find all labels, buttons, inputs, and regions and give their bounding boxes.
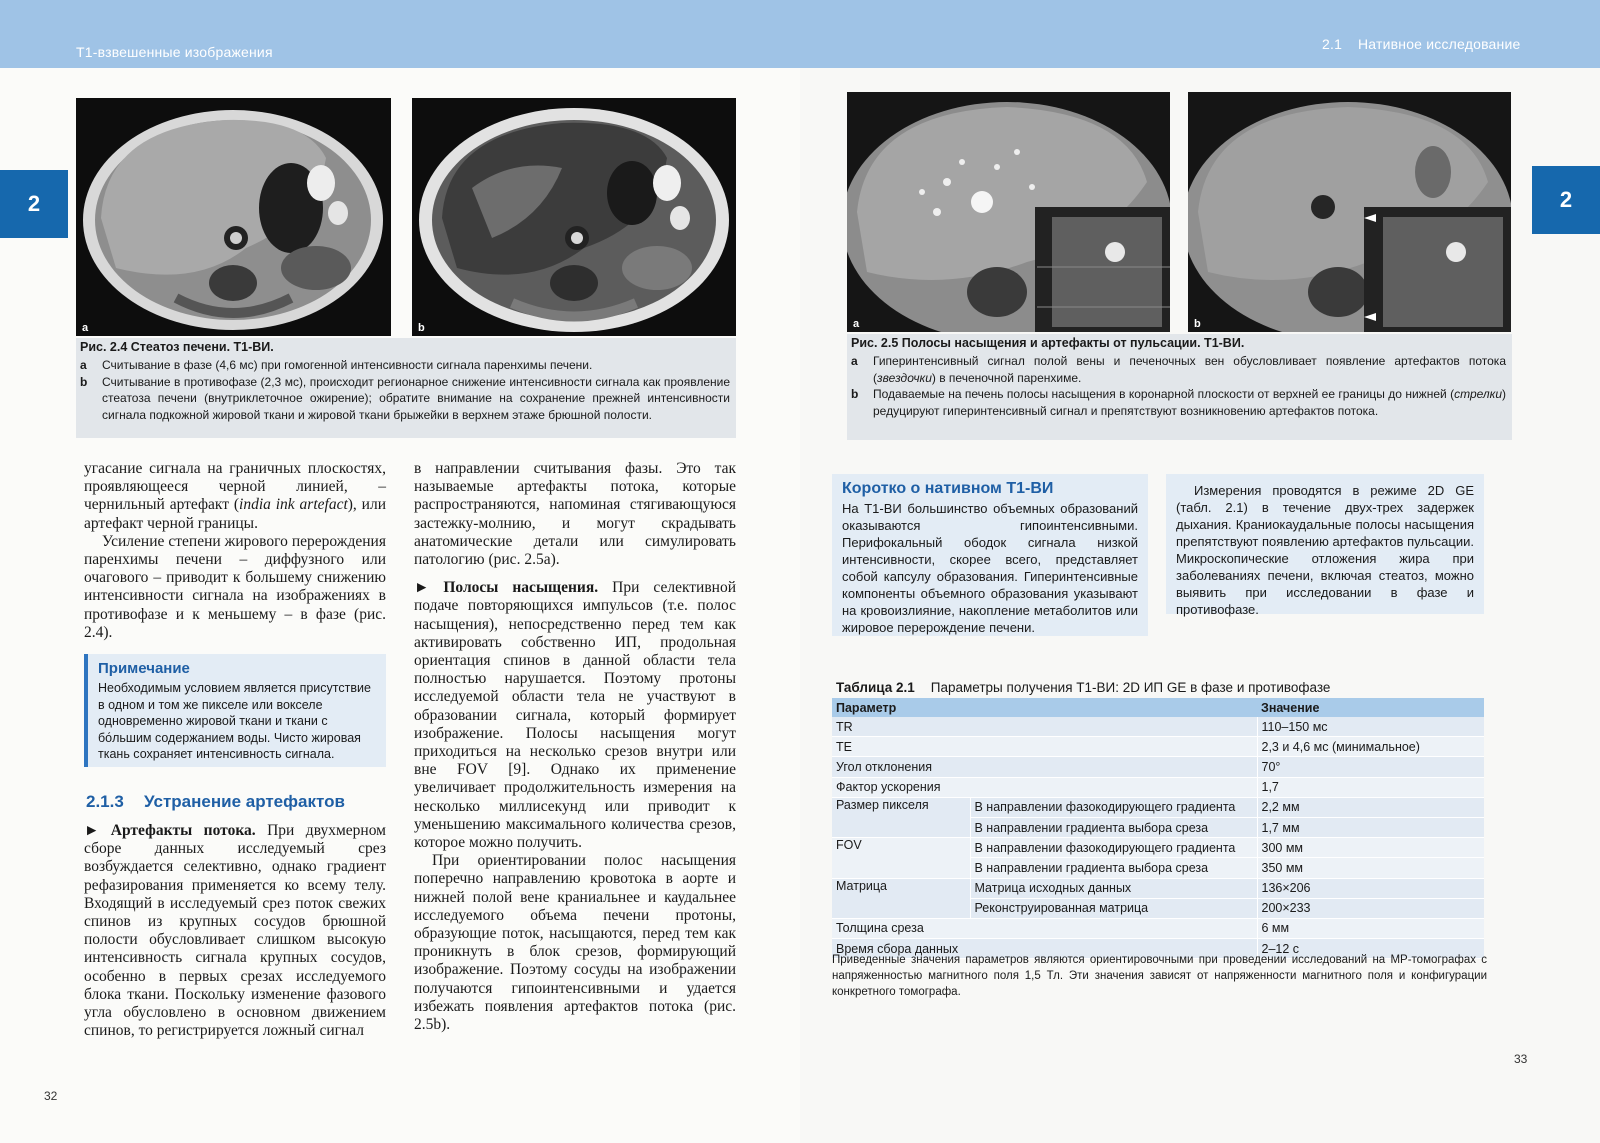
param-cell: Время сбора данных (832, 939, 1257, 959)
table-row (832, 777, 1484, 797)
italic-term: звездочки (877, 370, 932, 385)
figure-2-5-title: Рис. 2.5 Полосы насыщения и артефакты от пульсации. Т1-ВИ. (851, 336, 1245, 350)
mri-image-2-5a (847, 92, 1170, 332)
summary-text: Измерения проводятся в режиме 2D GE (табл. 2.1) в течение двух-трех задержек дыхания. Краниокаудальные полосы насыщения препятствуют появлению артефактов пульсации. Микроскопические отложения жира при заболеваниях печени, включая стеатоз, можно выявить при исследовании в фазе и противофазе. (1176, 483, 1474, 617)
note-title: Примечание (98, 660, 190, 677)
note-box (84, 654, 386, 767)
table-title: Параметры получения Т1-ВИ: 2D ИП GE в фазе и противофазе (930, 680, 1331, 695)
value-cell: 1,7 мм (1257, 817, 1484, 837)
page-number: 32 (44, 1089, 58, 1103)
table-row (832, 797, 1484, 817)
panel-label-b: b (1194, 318, 1201, 330)
chapter-tab: 2 (0, 170, 68, 238)
sub-param-cell: Матрица исходных данных (970, 878, 1257, 898)
chapter-tab: 2 (1532, 166, 1600, 234)
text-run: угасание сигнала на граничных плоскостях, проявляющееся черной линией, – чернильный артефакт ( (84, 460, 386, 514)
caption-label: b (80, 374, 88, 389)
text-run: При селективной подаче повторяющихся импульсов (т.е. полос насыщения), непосредственно перед тем как активировать собственно ИП, продольная ориентация спинов в данной области тела полностью нарушается. Поэтому протоны исследуемой области тела не участвуют в образовании сигнала, который формирует изображение. Полосы насыщения могут приходиться на несколько срезов внутри или вне FOV [9]. Однако их применение увеличивает продолжительность измерения на несколько миллисекунд или приводит к уменьшению максимального количества срезов, которое можно получить. (414, 579, 737, 852)
caption-text: Считывание в противофазе (2,3 мс), происходит регионарное снижение интенсивности сигнала как проявление стеатоза печени (внутриклеточное ожирение); обратите внимание на сохранение прежней интенсивности сигнала подкожной жировой ткани и жировой ткани брыжейки в верхнем этаже брюшной полости. (102, 374, 730, 422)
text-run: При двухмерном сборе данных исследуемый срез возбуждается селективно, однако градиент рефазирования применяется ко всему телу. Входящий в исследуемый срез поток свежих спинов из крупных сосудов брюшной полости обусловливает слишком высокую интенсивность сигнала крупных сосудов, особенно в первых срезах исследуемого блока ткани. Поскольку изменение фазового угла обусловлено в основном движением спинов, то регистрируется ложный сигнал (84, 822, 386, 1040)
caption-text: Считывание в фазе (4,6 мс) при гомогенной интенсивности сигнала паренхимы печени. (102, 358, 593, 372)
table-row (832, 838, 1484, 858)
text-run: ) в печеночной паренхиме. (931, 370, 1082, 385)
value-cell: 1,7 (1257, 777, 1484, 797)
sub-param-cell: Реконструированная матрица (970, 898, 1257, 918)
caption-label: b (851, 387, 859, 401)
value-cell: 70° (1257, 757, 1484, 777)
caption-label: a (851, 354, 858, 368)
caption-item-b (76, 374, 736, 424)
table-row (832, 878, 1484, 898)
panel-label-a: a (82, 322, 89, 334)
param-cell: Матрица (832, 878, 970, 918)
running-header-title: T1-взвешенные изображения (76, 44, 273, 60)
paragraph (414, 579, 736, 852)
text-run: Гиперинтенсивный сигнал полой вены и печеночных вен обусловливает появление артефактов потока ( (873, 354, 1506, 385)
sub-param-cell: В направлении фазокодирующего градиента (970, 838, 1257, 858)
section-heading (86, 792, 345, 812)
summary-box-continued (1166, 474, 1484, 617)
param-cell: Толщина среза (832, 918, 1257, 938)
panel-label-b: b (418, 322, 425, 334)
summary-box (832, 474, 1148, 636)
table-row (832, 737, 1484, 757)
paragraph: При ориентировании полос насыщения поперечно направлению кровотока в аорте и нижней полой вене краниальнее и каудальнее исследуемого объема печени протоны, образующие поток, насыщаются, перед тем как проникнуть в блок срезов, формирующий изображение. Поэтому сосуды на изображении получаются гипоинтенсивными и удается избежать появления артефактов потока (рис. 2.5b). (414, 852, 736, 1034)
value-cell: 6 мм (1257, 918, 1484, 938)
paragraph (84, 822, 386, 1040)
italic-term: стрелки (1454, 387, 1502, 401)
figure-2-4-title: Рис. 2.4 Стеатоз печени. Т1-ВИ. (80, 340, 274, 354)
running-header-number: 2.1 (1322, 36, 1343, 52)
figure-2-5-caption (847, 334, 1512, 440)
param-cell: TR (832, 717, 1257, 737)
summary-text: На Т1-ВИ большинство объемных образований оказываются гипоинтенсивными. Перифокальный ободок сигнала низкой интенсивности, скорее всего, представляет собой капсулу образования. Гиперинтенсивные компоненты объемного образования указывают на кровоизлияние, накопление метаболитов или жировое перерождение печени. (842, 501, 1138, 635)
table-caption (836, 680, 1330, 695)
caption-item-a (847, 353, 1512, 386)
panel-label-a: a (853, 318, 860, 330)
table-row (832, 717, 1484, 737)
running-header-band (800, 0, 1600, 68)
param-cell: TE (832, 737, 1257, 757)
italic-term: india ink artefact (239, 496, 348, 514)
value-cell: 200×233 (1257, 898, 1484, 918)
paragraph (84, 460, 386, 533)
value-cell: 110–150 мс (1257, 717, 1484, 737)
body-column-1-bottom (84, 822, 386, 1040)
param-cell: Размер пикселя (832, 797, 970, 837)
sub-param-cell: В направлении фазокодирующего градиента (970, 797, 1257, 817)
header-cell-value: Значение (1257, 698, 1484, 717)
section-number: 2.1.3 (86, 792, 124, 811)
section-title: Устранение артефактов (144, 792, 345, 811)
text-run: ) редуцируют гиперинтенсивный сигнал и препятствуют возникновению артефактов потока. (873, 387, 1506, 418)
table-row (832, 918, 1484, 938)
value-cell: 300 мм (1257, 838, 1484, 858)
param-cell: Фактор ускорения (832, 777, 1257, 797)
caption-text (873, 353, 1512, 386)
value-cell: 2,2 мм (1257, 797, 1484, 817)
header-cell-param: Параметр (832, 698, 1257, 717)
body-column-1-top (84, 460, 386, 642)
value-cell: 136×206 (1257, 878, 1484, 898)
value-cell: 350 мм (1257, 858, 1484, 878)
run-in-heading: ► Полосы насыщения. (414, 579, 599, 597)
caption-text (873, 386, 1512, 419)
value-cell: 2,3 и 4,6 мс (минимальное) (1257, 737, 1484, 757)
text-run: ), или артефакт черной границы. (84, 496, 386, 532)
paragraph: Усиление степени жирового перерождения паренхимы печени – диффузного или очагового – приводит к большему снижению интенсивности сигнала на изображениях в противофазе и к меньшему – в фазе (рис. 2.4). (84, 532, 386, 641)
value-cell: 2–12 с (1257, 939, 1484, 959)
note-text: Необходимым условием является присутствие в одном и том же пикселе или вокселе одновременно жировой ткани и ткани с бо́льшим содержанием воды. Чисто жировая ткань сохраняет интенсивность сигнала. (98, 681, 371, 761)
mri-image-2-4b (412, 98, 736, 336)
body-column-2 (414, 460, 736, 1034)
right-page (800, 0, 1600, 1143)
table-row (832, 757, 1484, 777)
caption-label: a (80, 358, 87, 372)
summary-title: Коротко о нативном Т1-ВИ (842, 480, 1054, 497)
table-label: Таблица 2.1 (836, 680, 915, 695)
table-footnote: Приведенные значения параметров являются ориентировочными при проведении исследований на МР-томографах с напряженностью магнитного поля 1,5 Тл. Эти значения зависят от напряженности магнитного поля и конфигурации конкретного томографа. (832, 954, 1487, 998)
text-run: Подаваемые на печень полосы насыщения в коронарной плоскости от верхней ее границы до нижней ( (873, 387, 1455, 401)
sub-param-cell: В направлении градиента выбора среза (970, 817, 1257, 837)
page-number: 33 (1514, 1052, 1528, 1066)
param-cell: FOV (832, 838, 970, 878)
caption-item-b (847, 386, 1512, 419)
parameters-table (832, 698, 1484, 959)
table-header-row (832, 698, 1484, 717)
run-in-heading: ► Артефакты потока. (84, 822, 256, 839)
caption-item-a (76, 357, 736, 374)
sub-param-cell: В направлении градиента выбора среза (970, 858, 1257, 878)
mri-image-2-5b (1188, 92, 1511, 332)
running-header-title: Нативное исследование (1358, 36, 1521, 52)
paragraph: в направлении считывания фазы. Это так называемые артефакты потока, которые распространяются, напоминая стягивающуюся застежку-молнию, и могут скрадывать анатомические детали или симулировать патологию (рис. 2.5а). (414, 460, 736, 569)
mri-image-2-4a (76, 98, 391, 336)
figure-2-4-caption (76, 338, 736, 438)
param-cell: Угол отклонения (832, 757, 1257, 777)
